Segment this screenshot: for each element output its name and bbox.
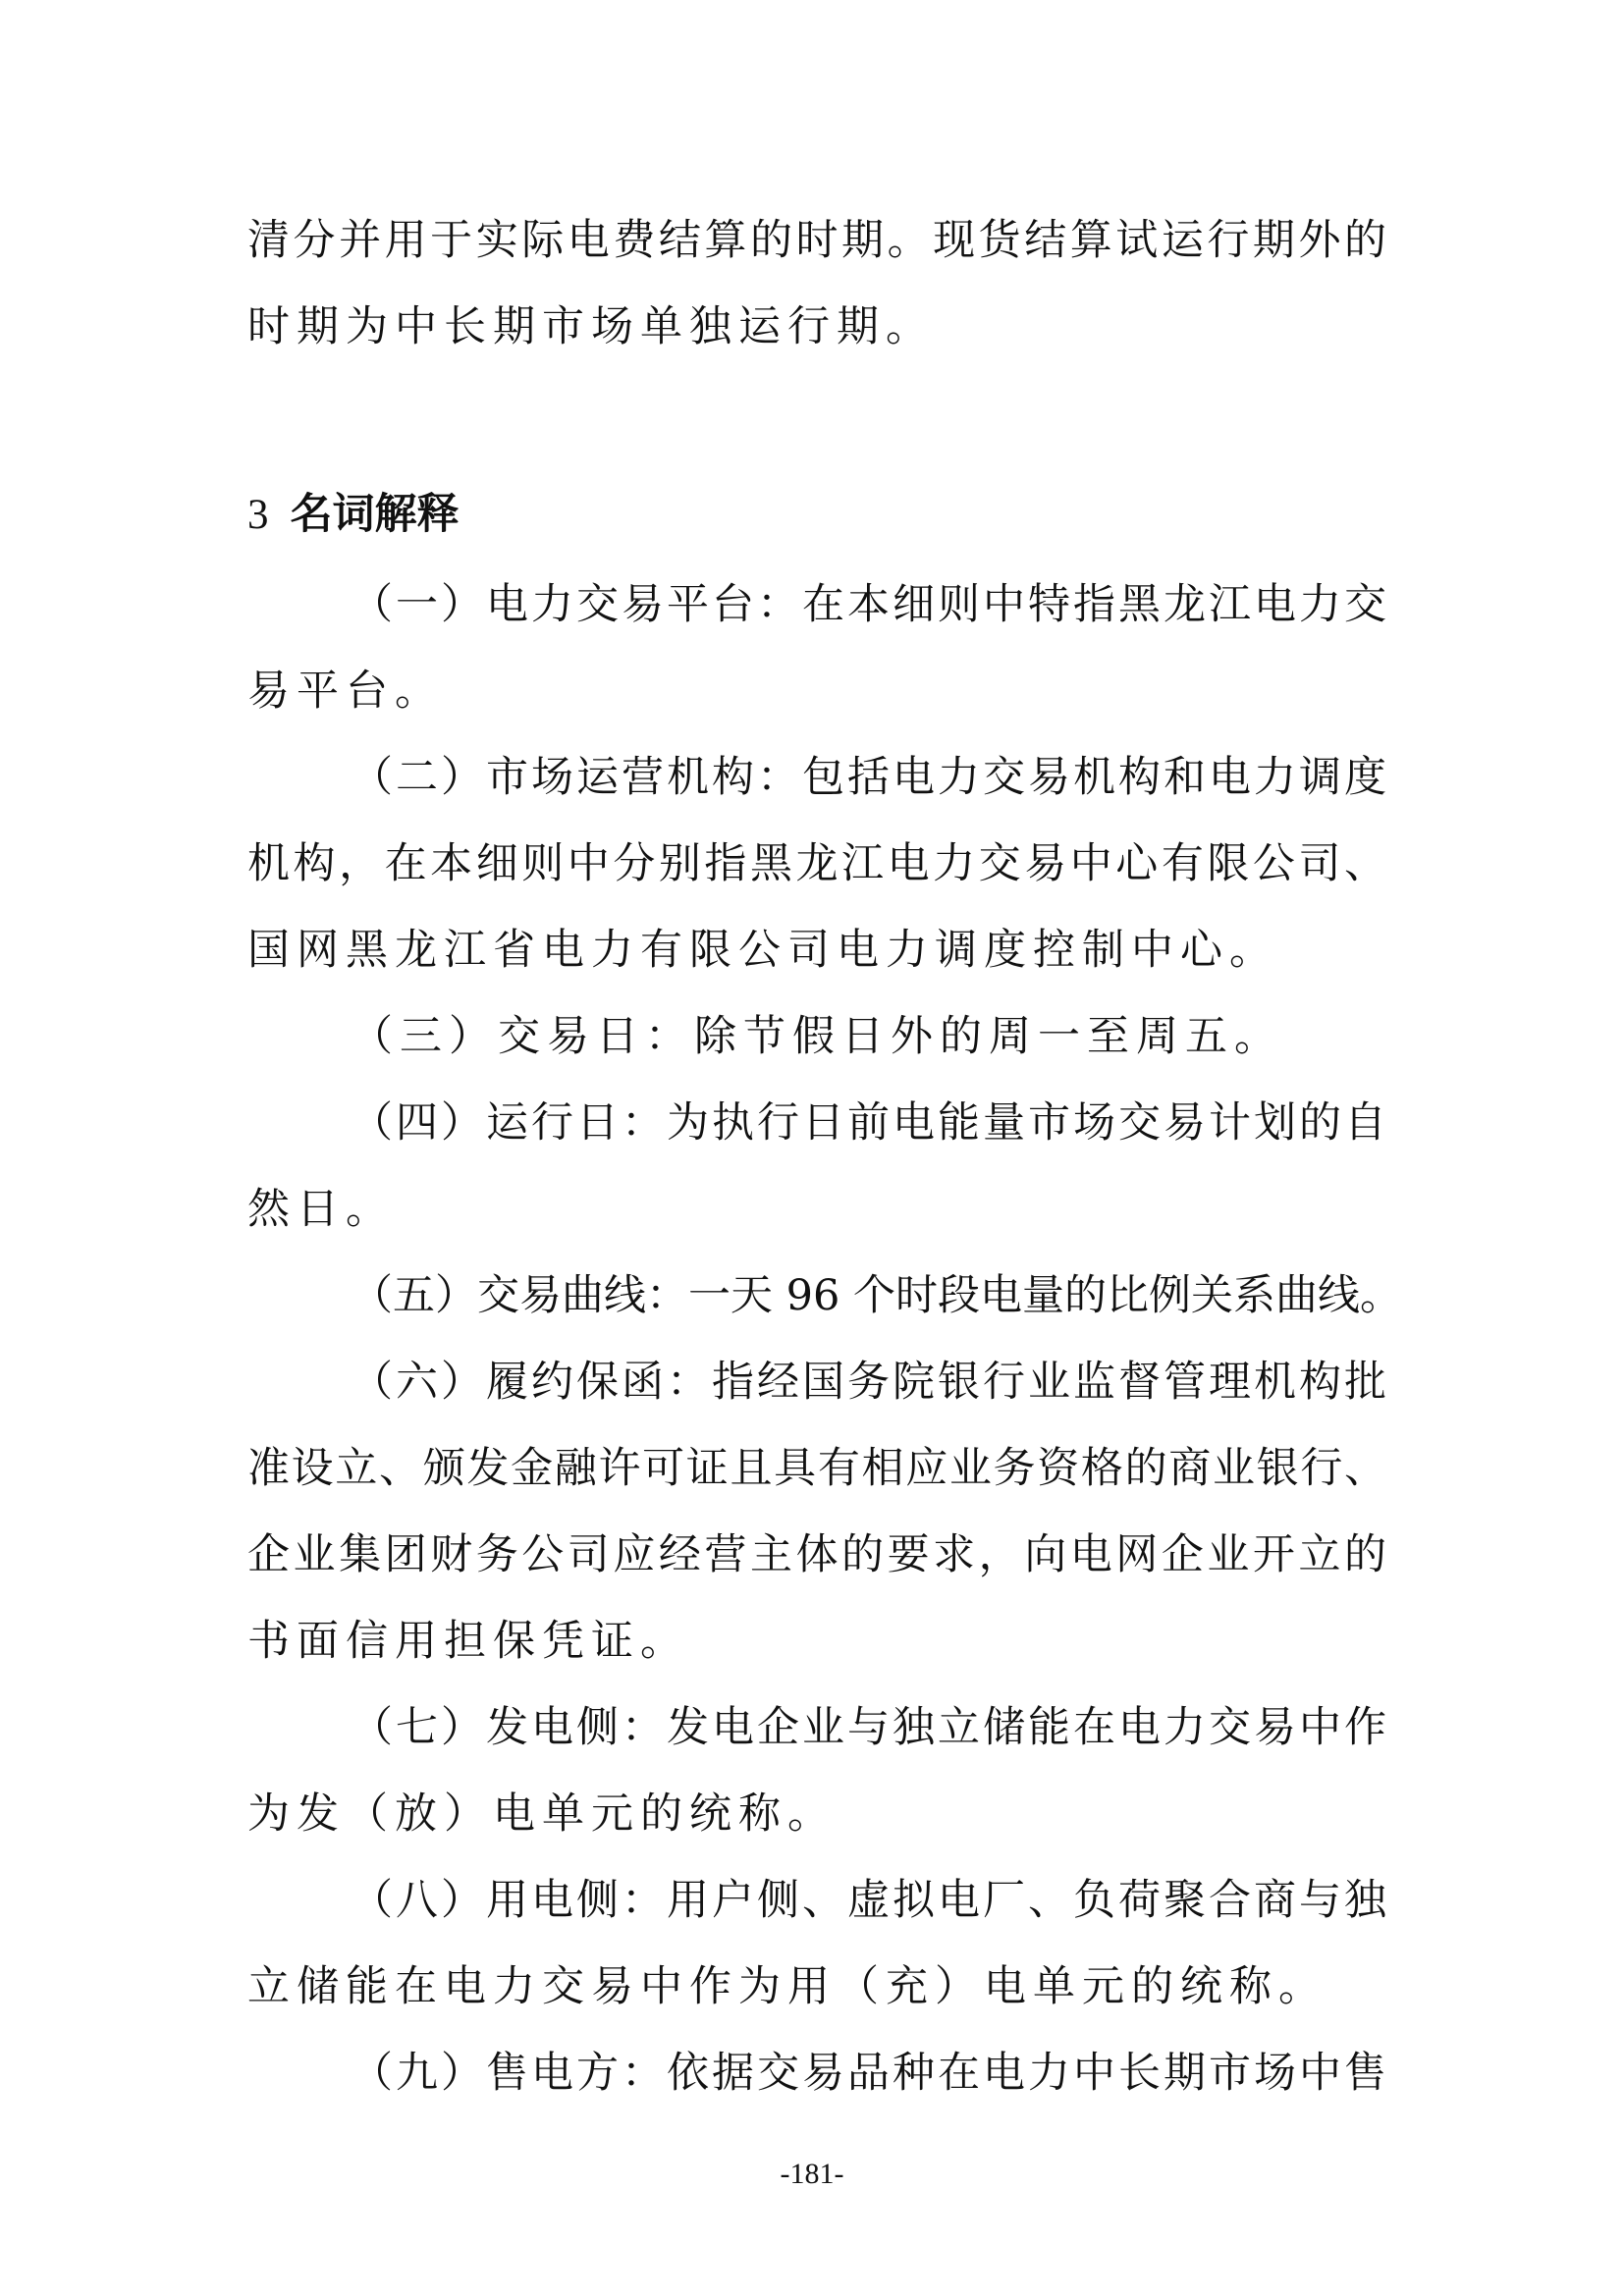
definition-8-line-2: 立储能在电力交易中作为用（充）电单元的统称。 (247, 1962, 1327, 2011)
definition-1-line-2: 易平台。 (247, 667, 444, 716)
definition-6-line-2: 准设立、颁发金融许可证且具有相应业务资格的商业银行、 (247, 1444, 1386, 1493)
definition-3-line-1: （三）交易日：除节假日外的周一至周五。 (351, 1012, 1283, 1061)
intro-line-2: 时期为中长期市场单独运行期。 (247, 302, 935, 351)
definition-8-line-1: （八）用电侧：用户侧、虚拟电厂、负荷聚合商与独 (351, 1876, 1386, 1925)
definition-7-line-2: 为发（放）电单元的统称。 (247, 1789, 837, 1839)
definition-2-line-3: 国网黑龙江省电力有限公司电力调度控制中心。 (247, 926, 1278, 975)
definition-7-line-1: （七）发电侧：发电企业与独立储能在电力交易中作 (351, 1703, 1386, 1752)
section-title: 名词解释 (290, 490, 460, 539)
definition-1-line-1: （一）电力交易平台：在本细则中特指黑龙江电力交 (351, 580, 1386, 629)
definition-4-line-2: 然日。 (247, 1185, 395, 1234)
section-heading (247, 490, 460, 539)
definition-2-line-1: （二）市场运营机构：包括电力交易机构和电力调度 (351, 753, 1386, 802)
page-number: -181- (780, 2158, 844, 2190)
definition-6-line-1: （六）履约保函：指经国务院银行业监督管理机构批 (351, 1358, 1386, 1407)
definition-9-line-1: （九）售电方：依据交易品种在电力中长期市场中售 (351, 2049, 1386, 2098)
definition-4-line-1: （四）运行日：为执行日前电能量市场交易计划的自 (351, 1098, 1386, 1148)
intro-line-1: 清分并用于实际电费结算的时期。现货结算试运行期外的 (247, 216, 1386, 265)
definition-6-line-4: 书面信用担保凭证。 (247, 1617, 689, 1666)
definition-6-line-3: 企业集团财务公司应经营主体的要求，向电网企业开立的 (247, 1530, 1386, 1579)
definition-2-line-2: 机构，在本细则中分别指黑龙江电力交易中心有限公司、 (247, 839, 1386, 888)
definition-5-line-1: （五）交易曲线：一天 96 个时段电量的比例关系曲线。 (351, 1271, 1403, 1320)
section-number: 3 (247, 492, 269, 538)
